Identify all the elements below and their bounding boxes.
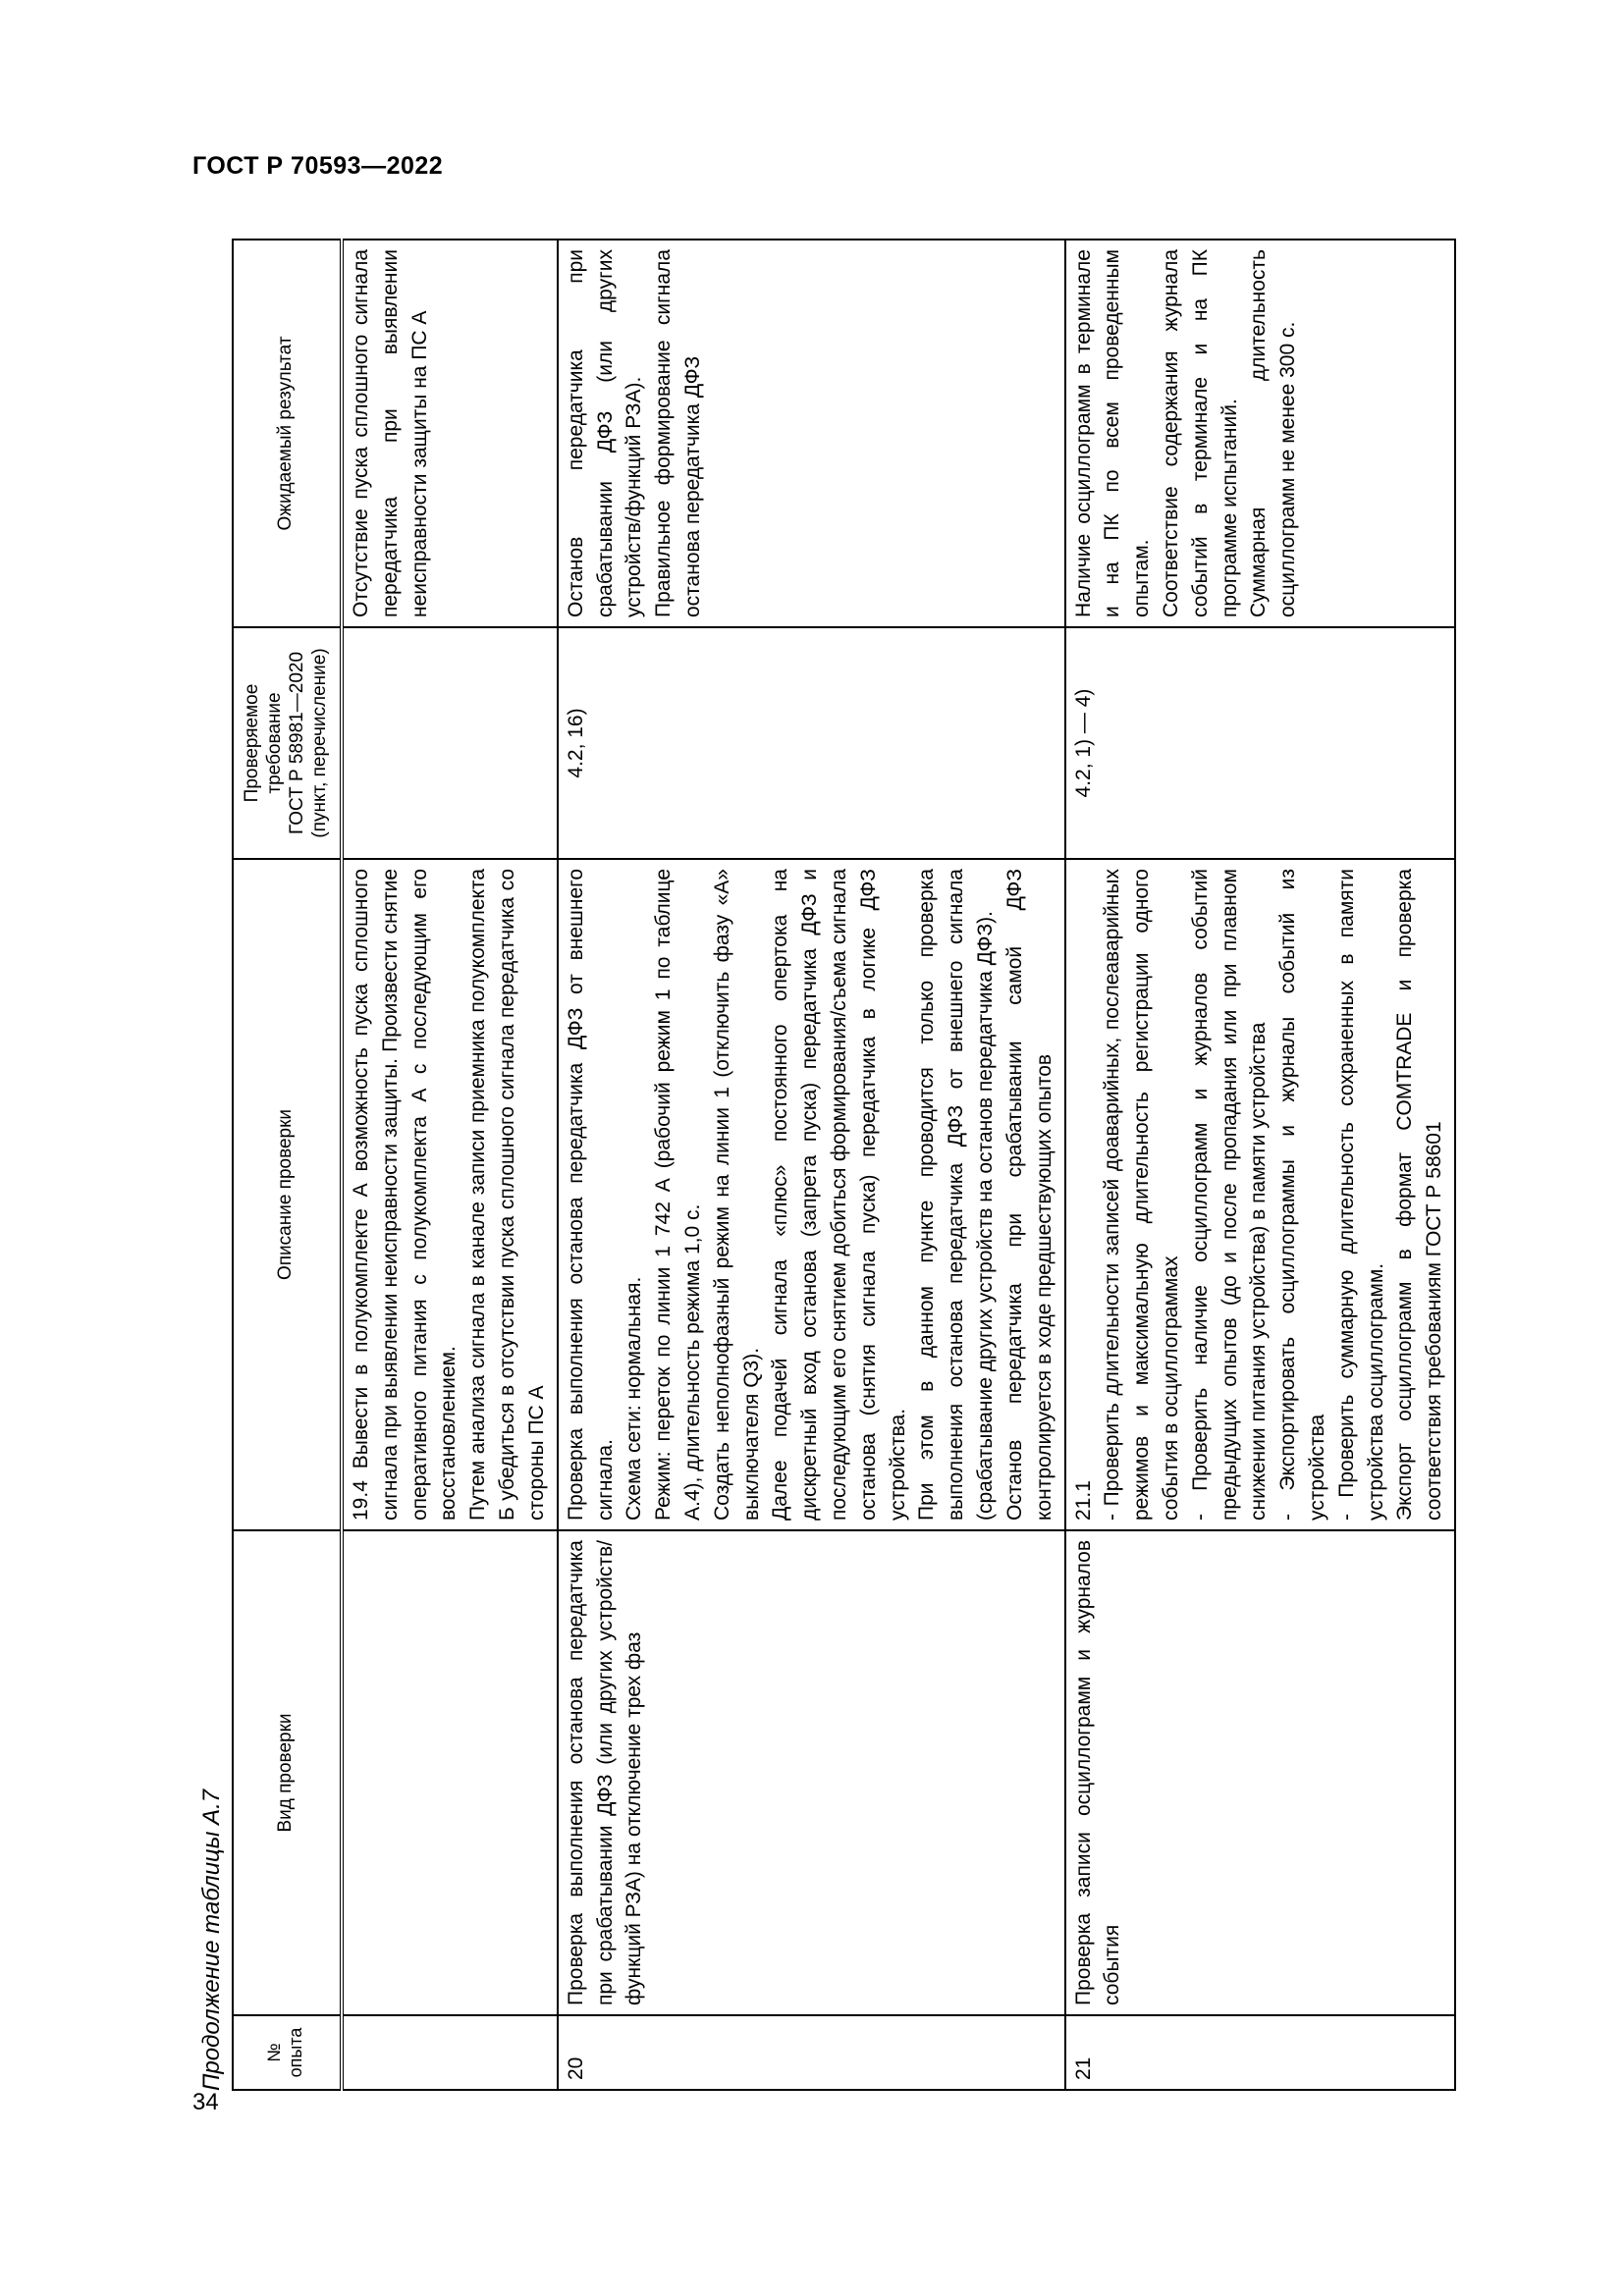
table-row bbox=[558, 240, 1065, 2090]
cell-requirement bbox=[342, 627, 558, 859]
cell-description: 19.4 Вывести в полукомплекте А возможность пуска сплошного сигнала при выявлении неисправности защиты. Произвести снятие оперативного питания с полукомплекта А с последующим его восстановлением. Путем анализа сигнала в канале записи приемника полукомплекта Б убедиться в отсутствии пуска сплошного сигнала передатчика со стороны ПС А bbox=[342, 859, 558, 1530]
cell-type bbox=[342, 1530, 558, 2015]
table-row bbox=[1065, 240, 1456, 2090]
header-num: № опыта bbox=[233, 2015, 342, 2090]
header-result: Ожидаемый результат bbox=[233, 240, 342, 627]
table-row bbox=[342, 240, 558, 2090]
cell-description: Проверка выполнения останова передатчика ДФЗ от внешнего сигнала. Схема сети: нормальная. Режим: переток по линии 1 742 А (рабочий режим 1 по таблице А.4), длительность режима 1,0 с. Создать неполнофазный режим на линии 1 (отключить фазу «А» выключателя Q3). Далее подачей сигнала «плюс» постоянного опертока на дискретный вход останова (запрета пуска) передатчика ДФЗ и последующим его снятием добиться формирования/съема сигнала останова (снятия сигнала пуска) передатчика в логике ДФЗ устройства. При этом в данном пункте проводится только проверка выполнения останова передатчика ДФЗ от внешнего сигнала (срабатывание других устройств на останов передатчика ДФЗ). Останов передатчика при срабатывании самой ДФЗ контролируется в ходе предшествующих опытов bbox=[558, 859, 1065, 1530]
cell-requirement: 4.2, 16) bbox=[558, 627, 1065, 859]
document-code: ГОСТ Р 70593—2022 bbox=[192, 152, 444, 180]
page-number: 34 bbox=[192, 2089, 219, 2115]
cell-result: Отсутствие пуска сплошного сигнала передатчика при выявлении неисправности защиты на ПС А bbox=[342, 240, 558, 627]
header-type: Вид проверки bbox=[233, 1530, 342, 2015]
cell-num: 20 bbox=[558, 2015, 1065, 2090]
test-table bbox=[232, 239, 1456, 2091]
cell-type: Проверка записи осциллограмм и журналов события bbox=[1065, 1530, 1456, 2015]
cell-num: 21 bbox=[1065, 2015, 1456, 2090]
table-caption: Продолжение таблицы А.7 bbox=[198, 1789, 225, 2091]
header-description: Описание проверки bbox=[233, 859, 342, 1530]
header-requirement: Проверяемое требование ГОСТ Р 58981—2020 (пункт, перечисление) bbox=[233, 627, 342, 859]
cell-result: Останов передатчика при срабатывании ДФЗ (или других устройств/функций РЗА). Правильное формирование сигнала останова передатчика ДФЗ bbox=[558, 240, 1065, 627]
cell-result: Наличие осциллограмм в терминале и на ПК по всем проведенным опытам. Соответствие содержания журнала событий в терминале и на ПК программе испытаний. Суммарная длительность осциллограмм не менее 300 с. bbox=[1065, 240, 1456, 627]
cell-description: 21.1 - Проверить длительности записей доаварийных, послеаварийных режимов и максимальную длительность регистрации одного события в осциллограммах - Проверить наличие осциллограмм и журналов событий предыдущих опытов (до и после пропадания или при плавном снижении питания устройства) в памяти устройства - Экспортировать осциллограммы и журналы событий из устройства - Проверить суммарную длительность сохраненных в памяти устройства осциллограмм. Экспорт осциллограмм в формат COMTRADE и проверка соответствия требованиям ГОСТ Р 58601 bbox=[1065, 859, 1456, 1530]
cell-type: Проверка выполнения останова передатчика при срабатывании ДФЗ (или других устройств/функций РЗА) на отключение трех фаз bbox=[558, 1530, 1065, 2015]
table-header-row bbox=[233, 240, 342, 2090]
rotated-table-area bbox=[194, 240, 1469, 2091]
cell-requirement: 4.2, 1) — 4) bbox=[1065, 627, 1456, 859]
cell-num bbox=[342, 2015, 558, 2090]
